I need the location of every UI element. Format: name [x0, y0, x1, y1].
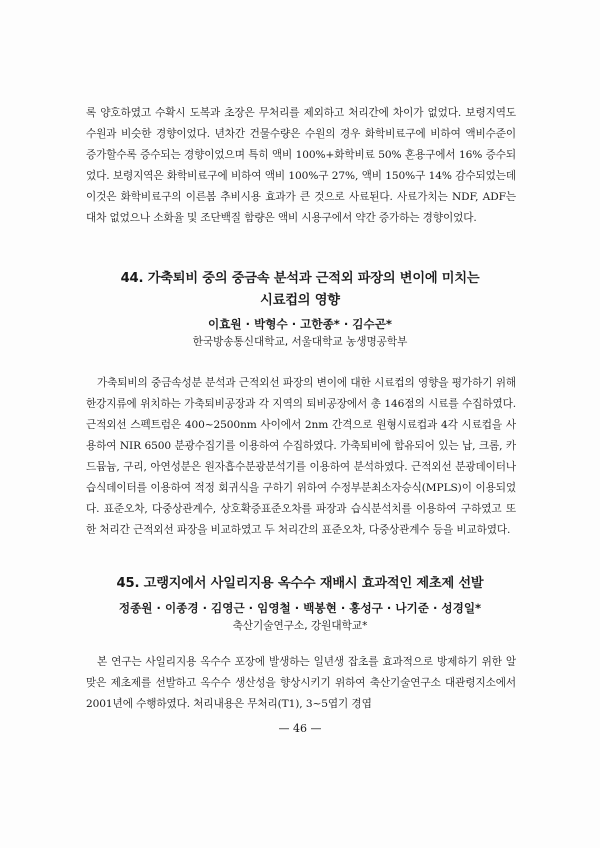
- section-45-title: 45. 고랭지에서 사일리지용 옥수수 재배시 효과적인 제초제 선발: [116, 576, 484, 591]
- section-44-affiliation: 한국방송통신대학교, 서울대학교 농생명공학부: [192, 336, 408, 348]
- section-45-affiliation: 축산기술연구소, 강원대학교*: [232, 620, 368, 632]
- section-44-abstract-text: 가축퇴비의 중금속성분 분석과 근적외선 파장의 변이에 대한 시료컵의 영향을 평가하기 위해 한강지류에 위치하는 가축퇴비공장과 각 지역의 퇴비공장에서 총 146점의 시료를 수집하였다. 근적외선 스펙트럼은 400~2500nm 사이에서 2nm 간격으로 원형시료컵과 4각 시료컵을 사용하여 NIR 6500 분광수집기를 이용하여 수집하였다. 가축퇴비에 함유되어 있는 납, 크롬, 카드뮴늄, 구리, 아연성분은 원자흡수분광분석기를 이용하여 분석하였다. 근적외선 분광데이터나 습식데이터를 이용하여 적정 회귀식을 구하기 위하여 수정부분최소자승식(MPLS)이 이용되었다. 표준오차, 다중상관계수, 상호확증표준오차를 파장과 습식분석치를 이용하여 구하였고 또한 처리간 근적외선 파장을 비교하였고 두 처리간의 표준오차, 다중상관계수 등을 비교하였다.: [86, 377, 516, 536]
- section-45-abstract-text: 본 연구는 사일리지용 옥수수 포장에 발생하는 일년생 잡초를 효과적으로 방제하기 위한 알맞은 제초제를 선발하고 옥수수 생산성을 향상시키기 위하여 축산기술연구소 대관령지소에서 2001년에 수행하였다. 처리내용은 무처리(T1), 3~5엽기 경엽: [86, 656, 516, 710]
- section-44-title-line1: 44. 가축퇴비 중의 중금속 분석과 근적외 파장의 변이에 미치는: [120, 271, 480, 286]
- page-number: — 46 —: [278, 722, 322, 735]
- section-44-title: [70, 268, 530, 312]
- section-44-title-line2: 시료컵의 영향: [260, 293, 340, 308]
- section-44-abstract: [86, 373, 516, 541]
- section-44-authors: 이효원 · 박형수 · 고한종* · 김수곤*: [208, 317, 392, 331]
- section-45-abstract: [86, 652, 516, 715]
- section-45-authors: 정종원 · 이종경 · 김영근 · 임영철 · 백봉현 · 홍성구 · 나기준 · 성경일*: [118, 601, 482, 615]
- intro-paragraph: [86, 103, 516, 229]
- intro-paragraph-text: 록 양호하였고 수확시 도복과 초장은 무처리를 제외하고 처리간에 차이가 없었다. 보령지역도 수원과 비슷한 경향이었다. 년차간 건물수량은 수원의 경우 화학비료구에 비하여 액비수준이 증가할수록 증수되는 경향이었으며 특히 액비 100%+화학비료 50% 혼용구에서 16% 증수되었다. 보령지역은 화학비료구에 비하여 액비 100%구 27%, 액비 150%구 14% 감수되었는데 이것은 화학비료구의 이른봄 추비시용 효과가 큰 것으로 사료된다. 사료가치는 NDF, ADF는 대차 없었으나 소화율 및 조단백질 함량은 액비 시용구에서 약간 증가하는 경향이었다.: [86, 107, 516, 224]
